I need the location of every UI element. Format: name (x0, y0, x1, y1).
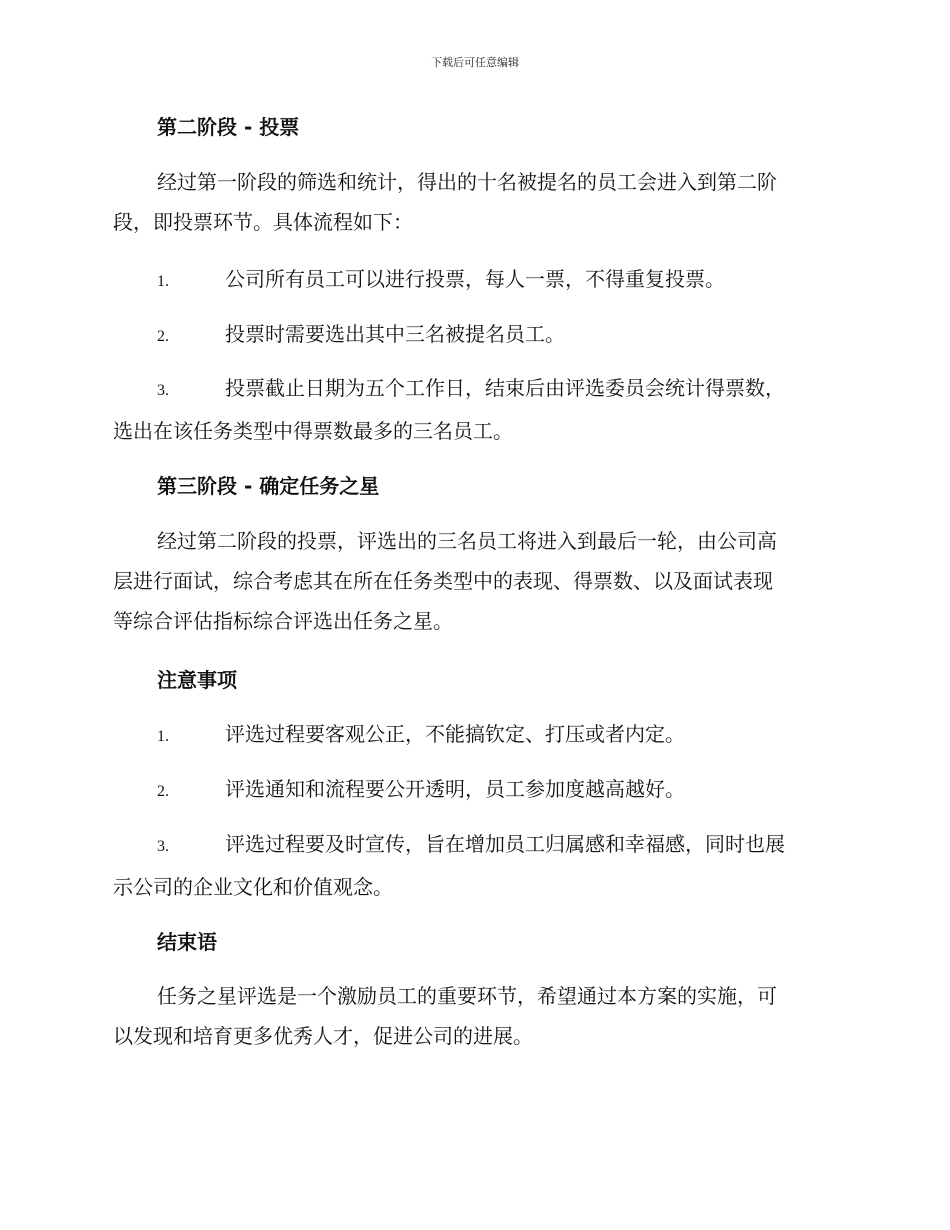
section-heading-notes: 注意事项 (157, 668, 237, 692)
conclusion-paragraph (113, 976, 833, 1056)
section-heading-stage-three: 第三阶段 - 确定任务之星 (157, 474, 380, 498)
paragraph-line: 等综合评估指标综合评选出任务之星。 (113, 609, 453, 633)
list-item (113, 368, 833, 451)
list-item-text: 评选过程要及时宣传，旨在增加员工归属感和幸福感，同时也展 (225, 832, 785, 856)
list-item-text: 投票时需要选出其中三名被提名员工。 (225, 322, 565, 346)
list-item-number: 1. (157, 273, 169, 290)
paragraph-line: 以发现和培育更多优秀人才，促进公司的进展。 (113, 1024, 533, 1048)
paragraph-line: 段，即投票环节。具体流程如下： (113, 210, 413, 234)
list-item-text: 评选过程要客观公正，不能搞钦定、打压或者内定。 (225, 722, 685, 746)
section-heading-conclusion: 结束语 (157, 930, 217, 954)
list-item-number: 3. (157, 838, 169, 855)
page-header-note: 下载后可任意编辑 (431, 56, 519, 69)
list-item-text: 投票截止日期为五个工作日，结束后由评选委员会统计得票数， (225, 376, 785, 400)
stage-three-intro-paragraph (113, 521, 833, 641)
section-heading-stage-two: 第二阶段 - 投票 (157, 115, 300, 139)
paragraph-line: 层进行面试，综合考虑其在所在任务类型中的表现、得票数、以及面试表现 (113, 569, 773, 593)
paragraph-line: 任务之星评选是一个激励员工的重要环节，希望通过本方案的实施，可 (157, 984, 777, 1008)
stage-two-intro-paragraph (113, 162, 833, 242)
list-item (113, 824, 833, 907)
list-item-text: 评选通知和流程要公开透明，员工参加度越高越好。 (225, 777, 685, 801)
list-item-number: 2. (157, 328, 169, 345)
list-item (113, 769, 833, 812)
list-item-number: 3. (157, 382, 169, 399)
list-item (113, 314, 833, 357)
list-item-continuation: 示公司的企业文化和价值观念。 (113, 875, 393, 899)
list-item (113, 714, 833, 757)
list-item-number: 2. (157, 783, 169, 800)
list-item-number: 1. (157, 728, 169, 745)
list-item-text: 公司所有员工可以进行投票，每人一票，不得重复投票。 (225, 267, 725, 291)
paragraph-line: 经过第一阶段的筛选和统计，得出的十名被提名的员工会进入到第二阶 (157, 170, 777, 194)
paragraph-line: 经过第二阶段的投票，评选出的三名员工将进入到最后一轮，由公司高 (157, 529, 777, 553)
list-item-continuation: 选出在该任务类型中得票数最多的三名员工。 (113, 419, 513, 443)
list-item (113, 259, 833, 302)
